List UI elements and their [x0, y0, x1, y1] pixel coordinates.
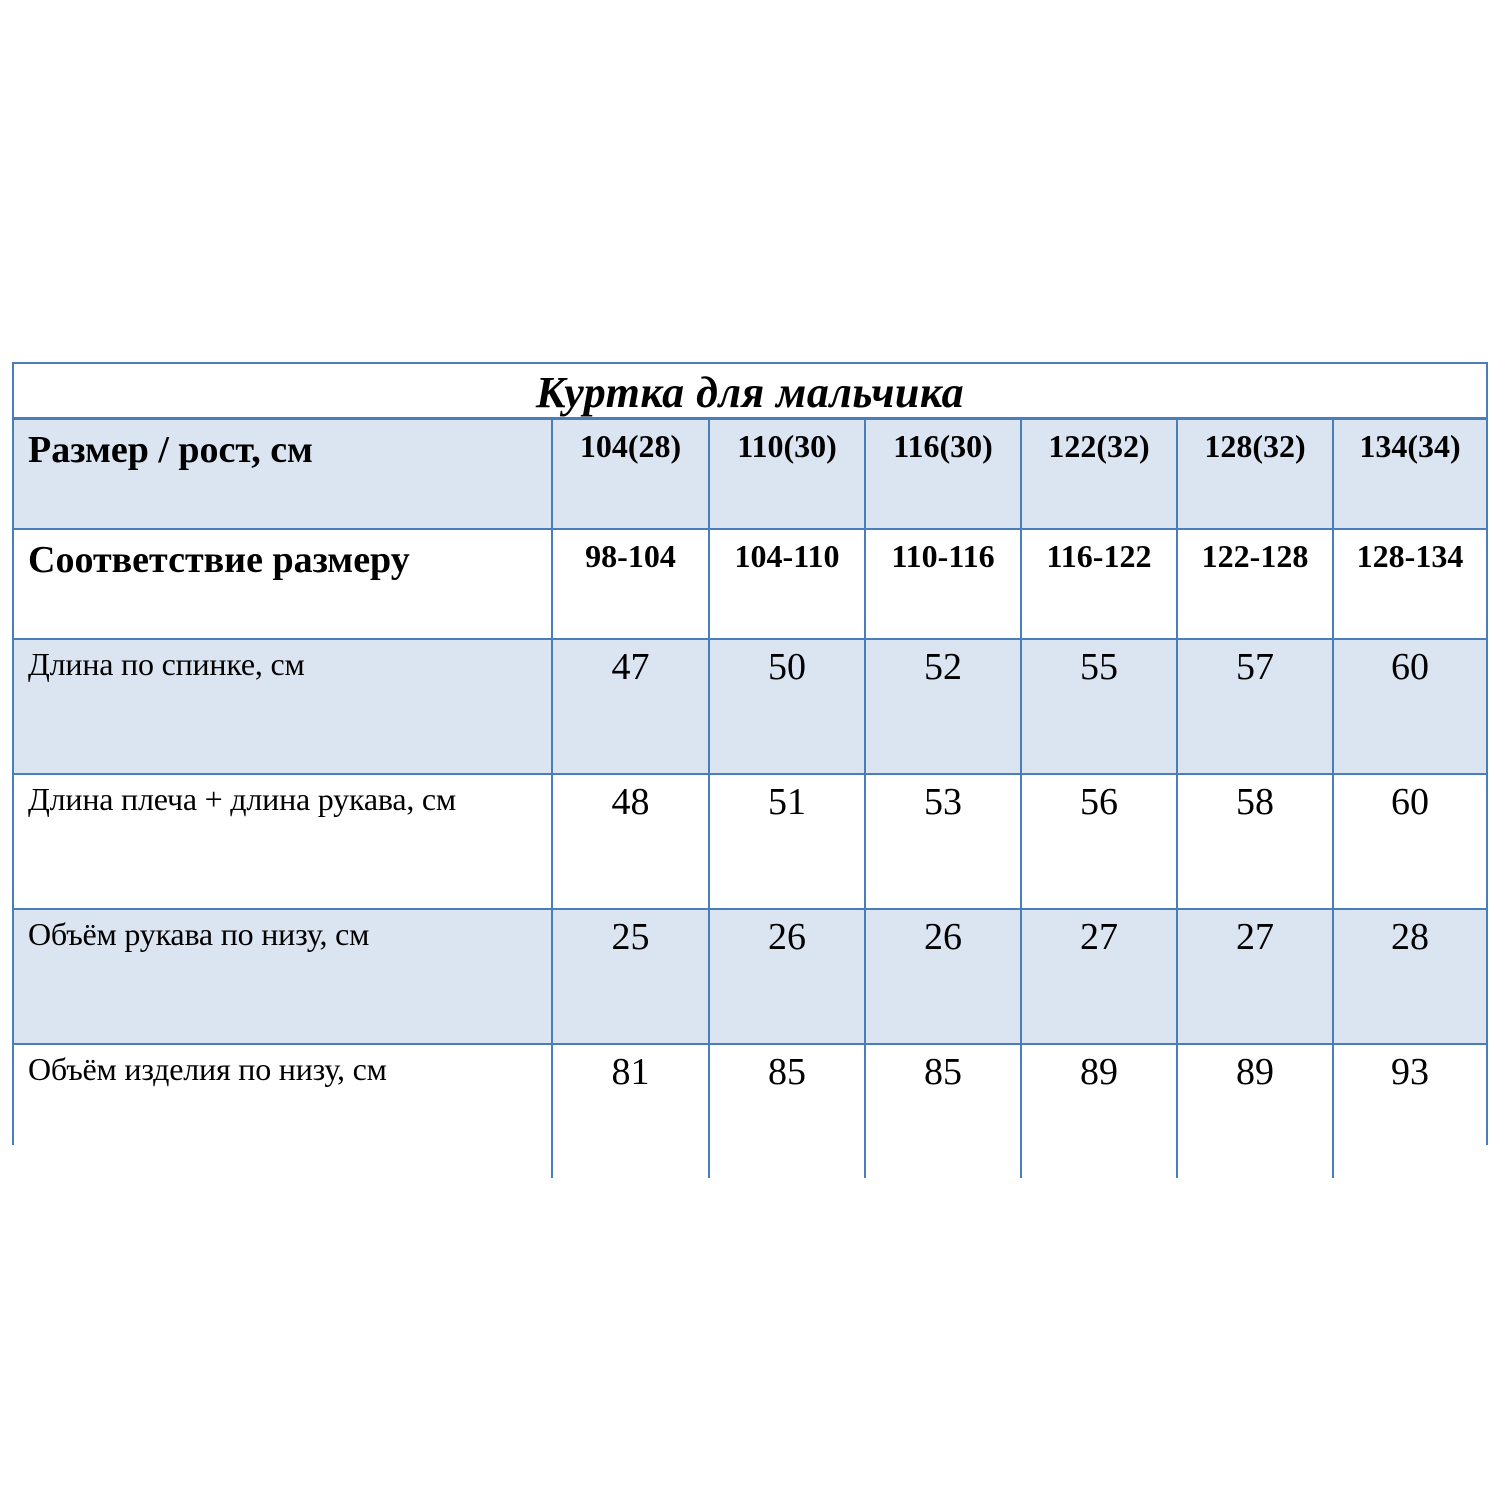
table-row-hem-girth [14, 1044, 1486, 1178]
table-cell: 56 [1021, 774, 1177, 909]
table-row-size-match [14, 529, 1486, 639]
table-cell: 89 [1177, 1044, 1333, 1178]
table-cell: 51 [709, 774, 865, 909]
table-cell: 52 [865, 639, 1021, 774]
row-label: Размер / рост, см [14, 420, 552, 529]
table-cell: 55 [1021, 639, 1177, 774]
table-cell: 134(34) [1333, 420, 1486, 529]
table-cell: 47 [552, 639, 709, 774]
table-cell: 85 [865, 1044, 1021, 1178]
table-cell: 93 [1333, 1044, 1486, 1178]
table-cell: 116-122 [1021, 529, 1177, 639]
table-cell: 58 [1177, 774, 1333, 909]
table-cell: 89 [1021, 1044, 1177, 1178]
table-cell: 110-116 [865, 529, 1021, 639]
table-cell: 104-110 [709, 529, 865, 639]
table-cell: 27 [1021, 909, 1177, 1044]
table-cell: 128(32) [1177, 420, 1333, 529]
table-cell: 116(30) [865, 420, 1021, 529]
table-cell: 57 [1177, 639, 1333, 774]
size-table [14, 420, 1486, 1178]
table-cell: 26 [865, 909, 1021, 1044]
table-row-back-length [14, 639, 1486, 774]
table-cell: 27 [1177, 909, 1333, 1044]
table-cell: 98-104 [552, 529, 709, 639]
table-cell: 60 [1333, 639, 1486, 774]
table-cell: 50 [709, 639, 865, 774]
table-cell: 28 [1333, 909, 1486, 1044]
row-label: Объём рукава по низу, см [14, 909, 552, 1044]
table-row-size-height [14, 420, 1486, 529]
size-chart [12, 362, 1488, 1145]
table-cell: 53 [865, 774, 1021, 909]
table-cell: 110(30) [709, 420, 865, 529]
table-cell: 128-134 [1333, 529, 1486, 639]
table-row-sleeve-bottom-girth [14, 909, 1486, 1044]
table-cell: 122-128 [1177, 529, 1333, 639]
chart-title: Куртка для мальчика [14, 364, 1486, 420]
row-label: Объём изделия по низу, см [14, 1044, 552, 1178]
table-cell: 104(28) [552, 420, 709, 529]
table-cell: 48 [552, 774, 709, 909]
table-row-shoulder-sleeve-length [14, 774, 1486, 909]
table-cell: 85 [709, 1044, 865, 1178]
row-label: Длина по спинке, см [14, 639, 552, 774]
table-cell: 60 [1333, 774, 1486, 909]
table-cell: 26 [709, 909, 865, 1044]
table-cell: 25 [552, 909, 709, 1044]
table-cell: 81 [552, 1044, 709, 1178]
row-label: Соответствие размеру [14, 529, 552, 639]
table-cell: 122(32) [1021, 420, 1177, 529]
row-label: Длина плеча + длина рукава, см [14, 774, 552, 909]
